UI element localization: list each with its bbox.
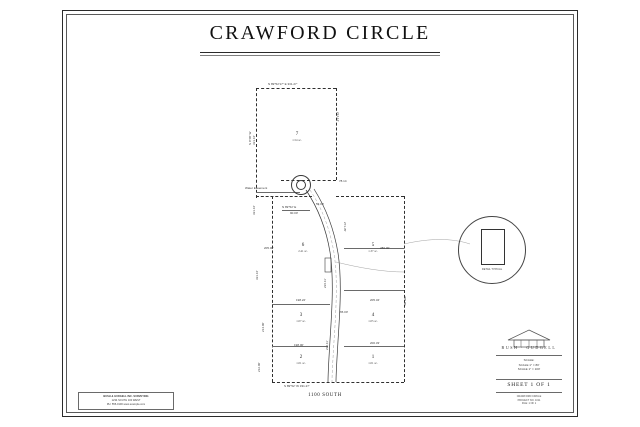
lot-number: 4 bbox=[371, 313, 375, 318]
lot-number: 3 bbox=[299, 313, 303, 318]
scale-note bbox=[488, 358, 570, 372]
firm-name: BUSH · GUDGELL bbox=[501, 345, 557, 350]
detail-bubble-lot-shape bbox=[481, 229, 505, 265]
street-label-1100-south: 1100 SOUTH bbox=[308, 393, 342, 398]
dimension-label: 198.22' bbox=[296, 298, 306, 302]
bearing-label: N 89°52' E bbox=[282, 205, 297, 209]
dimension-label: 200.33' bbox=[370, 341, 380, 345]
lot-label bbox=[286, 313, 316, 323]
parcel-north-line-west bbox=[256, 196, 312, 197]
dimension-label: 90.00' bbox=[290, 211, 299, 215]
lot-area: 1.05 ac. bbox=[368, 318, 378, 323]
dimension-label: 205.34' bbox=[370, 298, 380, 302]
dimension-label: 214.00' bbox=[261, 322, 265, 332]
title-underline bbox=[200, 52, 440, 53]
lot-area: 2.41 ac. bbox=[298, 248, 308, 253]
surveyor-contact: PH: 555-0100 www.example.com bbox=[106, 402, 146, 406]
lot-line-6-3 bbox=[272, 304, 330, 305]
lot-line-4-1 bbox=[344, 346, 404, 347]
title-block-rule-top bbox=[496, 355, 562, 356]
dimension-label: 198.00' bbox=[294, 343, 304, 347]
dimension-label: 236.11' bbox=[325, 340, 329, 350]
dimension-label: 280.00' bbox=[380, 246, 390, 250]
lot-label bbox=[282, 132, 312, 142]
lot-label bbox=[288, 243, 318, 253]
lot-area: 1.01 ac. bbox=[296, 360, 306, 365]
surveyor-block bbox=[78, 392, 174, 410]
dimension-label: 205.00' bbox=[264, 246, 274, 250]
dimension-label: 212.00' bbox=[257, 362, 261, 372]
lot-area: 1.07 ac. bbox=[296, 318, 306, 323]
dimension-label: 52.04' bbox=[316, 202, 325, 206]
dimension-label: 331.16' bbox=[252, 135, 256, 145]
scale-header: SCALE: bbox=[523, 358, 535, 362]
dimension-label: S 89°52' W 331.27' bbox=[284, 384, 310, 388]
bearing-label: S 0°08' W bbox=[248, 131, 252, 145]
scale-line-2: SCALE 1" = 100' bbox=[517, 367, 541, 371]
title-underline-thin bbox=[200, 55, 440, 56]
dimension-label: 271.35' bbox=[343, 222, 347, 232]
dimension-label: 65.00' bbox=[340, 310, 349, 314]
cul-de-sac-circle-inner bbox=[296, 180, 306, 190]
lot-number: 6 bbox=[301, 243, 305, 248]
dimension-label: 331.16' bbox=[252, 205, 256, 215]
title-block-rule-bottom bbox=[496, 392, 562, 393]
page-title: CRAWFORD CIRCLE bbox=[209, 22, 431, 44]
lot-label bbox=[286, 355, 316, 365]
lot-area: 1.01 ac. bbox=[368, 360, 378, 365]
lot-number: 5 bbox=[371, 243, 375, 248]
project-name: CRAWFORD CIRCLE bbox=[516, 395, 542, 398]
title-block-footer bbox=[488, 395, 570, 406]
dimension-label: N 89°52'17" E 331.27' bbox=[268, 82, 298, 86]
lot-number: 2 bbox=[299, 355, 303, 360]
surveyor-name: BUSH & GUDGELL INC. SURVEYING bbox=[103, 395, 149, 398]
lot-line-5-4 bbox=[344, 290, 404, 291]
parcel-south-line bbox=[272, 382, 404, 383]
dimension-label: 331.16' bbox=[255, 270, 259, 280]
lot7-north-line bbox=[256, 88, 336, 89]
title-block-rule-mid bbox=[496, 379, 562, 380]
scale-line-1: SCALE 1" = 80' bbox=[518, 362, 540, 367]
lot-number: 1 bbox=[371, 355, 375, 360]
project-number: PROJECT NO. 1011 bbox=[517, 398, 541, 402]
dimension-label: 78.14 bbox=[339, 179, 347, 183]
sheet-number: SHEET 1 OF 1 bbox=[507, 382, 551, 388]
lot-label bbox=[358, 355, 388, 365]
parcel-north-line-east bbox=[336, 196, 404, 197]
parcel-west-line bbox=[272, 196, 273, 382]
file-reference: FILE: 1 OF 1 bbox=[521, 402, 537, 405]
lot-area: 1.54 ac. bbox=[292, 137, 302, 142]
lot-area: 1.37 ac. bbox=[368, 248, 378, 253]
dimension-label: 236.11' bbox=[323, 278, 327, 288]
easement-label: Water Easement bbox=[245, 186, 268, 190]
dimension-label: 205.00' bbox=[403, 296, 407, 306]
lot-number: 7 bbox=[295, 132, 299, 137]
parcel-east-line bbox=[404, 196, 405, 382]
surveyor-address: 1234 SOUTH 100 WEST bbox=[111, 398, 141, 402]
dimension-label: 214.14' bbox=[336, 112, 340, 122]
detail-caption: DETAIL TYPICAL bbox=[481, 268, 503, 271]
lot-label bbox=[358, 313, 388, 323]
